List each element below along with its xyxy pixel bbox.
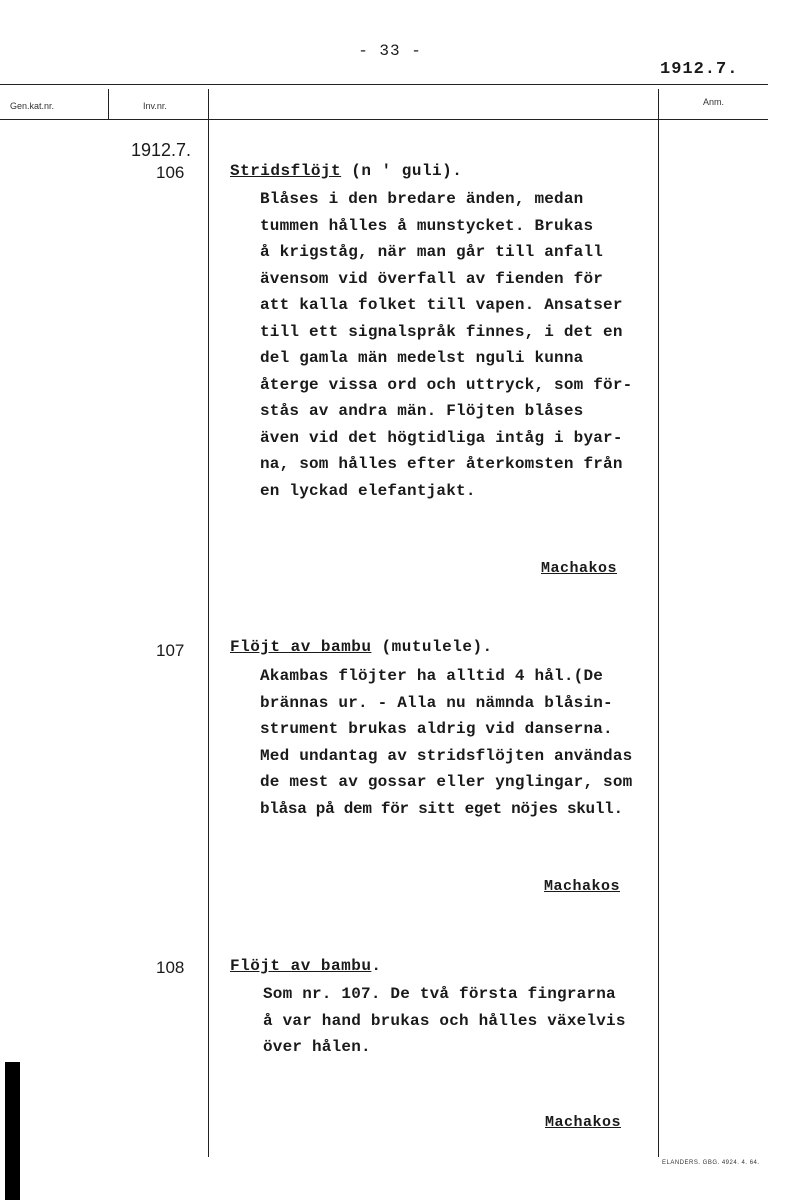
description-line: återge vissa ord och uttryck, som för- <box>260 375 633 394</box>
description-line: Akambas flöjter ha alltid 4 hål.(De <box>260 667 604 685</box>
entry-description <box>260 663 632 822</box>
column-rule-1 <box>108 89 109 119</box>
inv-number: 108 <box>156 958 185 977</box>
description-line: Blåses i den bredare änden, medan <box>260 190 584 208</box>
entry-description <box>263 981 626 1061</box>
header-year: 1912.7. <box>660 60 739 79</box>
description-line: brännas ur. - Alla nu nämnda blåsin- <box>260 693 613 712</box>
entry-title-main: Flöjt av bambu <box>230 957 372 975</box>
column-header-genkat: Gen.kat.nr. <box>10 101 55 111</box>
printer-mark: ELANDERS. GBG. 4924. 4. 64. <box>662 1160 760 1166</box>
column-rule-2 <box>208 89 209 1157</box>
scan-edge-bar <box>5 1062 20 1200</box>
header-top-rule <box>0 84 768 85</box>
place-name: Machakos <box>544 878 621 895</box>
description-line: del gamla män medelst nguli kunna <box>260 349 584 367</box>
entry-title-rest: . <box>371 957 382 975</box>
page-number: - 33 - <box>358 42 422 60</box>
inv-number: 107 <box>156 641 185 660</box>
description-line: strument brukas aldrig vid danserna. <box>260 720 613 738</box>
description-line: ävensom vid överfall av fienden för <box>260 269 604 288</box>
inv-number: 106 <box>156 163 185 182</box>
entry-title-rest: (mutulele). <box>371 638 493 656</box>
description-line: na, som hålles efter återkomsten från <box>260 455 623 473</box>
description-line: till ett signalspråk finnes, i det en <box>260 322 623 341</box>
description-line: å krigståg, när man går till anfall <box>260 243 604 261</box>
description-line: de mest av gossar eller ynglingar, som <box>260 773 633 791</box>
description-line: blåsa på dem för sitt eget nöjes skull. <box>260 799 623 818</box>
entry-title-rest: (n ' guli). <box>341 162 463 180</box>
place-name: Machakos <box>545 1114 622 1131</box>
entry-title <box>230 638 493 656</box>
entry-description <box>260 186 632 504</box>
header-bottom-rule <box>0 119 768 120</box>
entry-title-main: Flöjt av bambu <box>230 638 372 656</box>
entry-title <box>230 162 462 180</box>
description-line: även vid det högtidliga intåg i byar- <box>260 428 623 447</box>
entry-title-main: Stridsflöjt <box>230 162 342 180</box>
column-header-inv: Inv.nr. <box>143 101 167 111</box>
column-rule-3 <box>658 89 659 1157</box>
description-line: en lyckad elefantjakt. <box>260 481 476 500</box>
description-line: stås av andra män. Flöjten blåses <box>260 402 584 420</box>
description-line: Med undantag av stridsflöjten användas <box>260 746 633 765</box>
description-line: tummen hålles å munstycket. Brukas <box>260 216 594 235</box>
description-line: att kalla folket till vapen. Ansatser <box>260 296 623 314</box>
entry-title <box>230 957 382 975</box>
accession-number: 1912.7. <box>131 140 192 160</box>
description-line: å var hand brukas och hålles växelvis <box>263 1011 626 1030</box>
description-line: Som nr. 107. De två första fingrarna <box>263 985 616 1003</box>
column-header-anm: Anm. <box>703 97 725 107</box>
place-name: Machakos <box>541 560 618 577</box>
description-line: över hålen. <box>263 1038 371 1056</box>
